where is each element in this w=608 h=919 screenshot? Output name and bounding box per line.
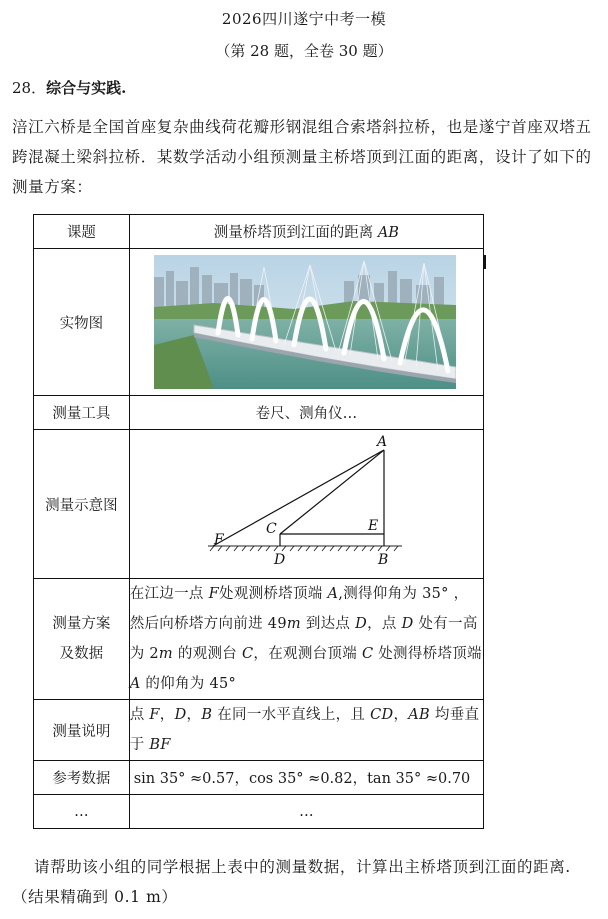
- topic-var: AB: [377, 225, 399, 241]
- point-label-D: D: [273, 552, 285, 568]
- topic-text: 测量桥塔顶到江面的距离: [213, 225, 378, 241]
- tools-value: 卷尺、测角仪…: [129, 396, 483, 430]
- table-row: [34, 761, 484, 795]
- row-label-tools: 测量工具: [34, 396, 130, 430]
- exam-title: 2026四川遂宁中考一模: [221, 10, 387, 28]
- measurement-plan-table: [33, 214, 484, 829]
- diagram-cell: [129, 430, 483, 579]
- question-heading: [12, 77, 126, 98]
- table-row: [34, 795, 484, 829]
- table-row: [34, 396, 484, 430]
- point-label-F: F: [213, 532, 224, 548]
- row-label-diagram: 测量示意图: [34, 430, 130, 579]
- exam-subtitle: （第 28 题，全卷 30 题）: [215, 42, 393, 60]
- row-label-photo: 实物图: [34, 249, 130, 396]
- question-intro: 涪江六桥是全国首座复杂曲线荷花瓣形钢混组合索塔斜拉桥，也是遂宁首座双塔五跨混凝土梁斜拉桥．某数学活动小组预测量主桥塔顶到江面的距离，设计了如下的测量方案：: [12, 118, 592, 196]
- row-label-plan: [34, 579, 130, 700]
- line-FA: [213, 450, 384, 546]
- ground-hatching: [208, 546, 402, 551]
- row-label-topic: 课题: [34, 215, 130, 249]
- ellipsis-value: …: [129, 795, 483, 829]
- table-row: [34, 249, 484, 396]
- question-prompt: 请帮助该小组的同学根据上表中的测量数据，计算出主桥塔顶到江面的距离.（结果精确到 0.1 m）: [12, 858, 571, 906]
- plan-value: 在江边一点 F处观测桥塔顶端 A,测得仰角为 35° ，然后向桥塔方向前进 49m 到达点 D，点 D 处有一高为 2m 的观测台 C，在观测台顶端 C 处测得桥塔顶端 A 的仰角为 45°: [129, 579, 483, 700]
- table-row: [34, 700, 484, 761]
- row-label-reference: 参考数据: [34, 761, 130, 795]
- point-label-C: C: [265, 521, 277, 537]
- row-label-ellipsis: …: [34, 795, 130, 829]
- bridge-photo: [154, 255, 456, 389]
- table-row: [34, 430, 484, 579]
- point-label-B: B: [377, 552, 388, 568]
- question-title: 综合与实践.: [46, 79, 127, 97]
- plan-label-line1: 测量方案: [52, 616, 111, 632]
- question-number: 28．: [12, 79, 47, 97]
- photo-cell: [129, 249, 483, 396]
- measurement-diagram: [130, 430, 484, 578]
- table-row: [34, 215, 484, 249]
- topic-value: [129, 215, 483, 249]
- reference-value: sin 35° ≈0.57，cos 35° ≈0.82，tan 35° ≈0.70: [129, 761, 483, 795]
- point-label-A: A: [376, 434, 387, 450]
- table-row: [34, 579, 484, 700]
- row-label-notes: 测量说明: [34, 700, 130, 761]
- point-label-E: E: [367, 518, 378, 534]
- plan-label-line2: 及数据: [59, 646, 104, 662]
- text-cursor: [484, 255, 486, 269]
- notes-value: 点 F，D，B 在同一水平直线上，且 CD，AB 均垂直于 BF: [129, 700, 483, 761]
